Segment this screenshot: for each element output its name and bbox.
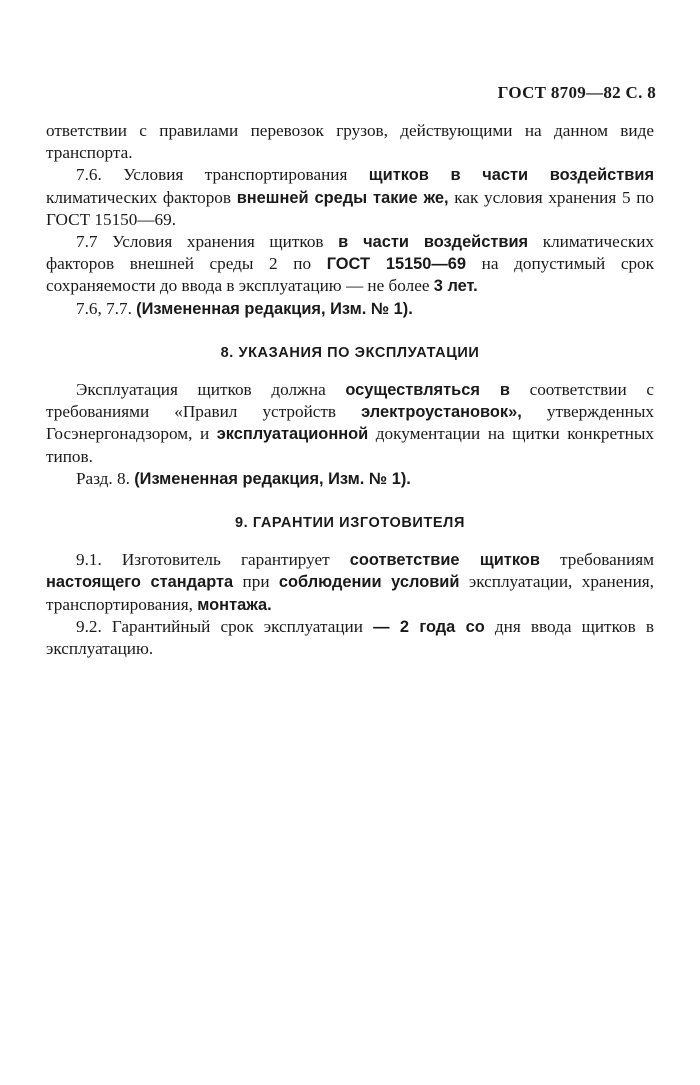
bold-run: осуществляться в [345,381,510,400]
bold-run: (Измененная редакция, Изм. № 1). [134,469,411,488]
text-run: 7.6, 7.7. [76,298,137,318]
bold-run: щитков в части воздействия [368,166,655,185]
text-run: 7.7 Условия хранения щитков [76,232,339,252]
paragraph-7-6-7-7-note [46,298,654,320]
text-run: щитков в эксплуатацию. [46,616,654,659]
text-run: соответствии с требованиями «Правил устройств [46,380,654,422]
bold-run: настоящего стандарта [46,573,234,592]
text-run: 7.6. Условия транспортирования [76,165,369,185]
text-run: 9.1. Изготовитель гарантирует [76,550,350,570]
paragraph-9-1 [46,549,654,616]
section-8-title: 8. УКАЗАНИЯ ПО ЭКСПЛУАТАЦИИ [220,344,480,361]
paragraph-7-5-continued [46,120,654,164]
text-run: утвержденных Госэнергонадзором, и [46,402,654,444]
bold-run: в части воздействия [338,233,529,252]
text-run: требованиям [539,550,654,570]
bold-run: электроустановок», [361,403,522,422]
text-run: документации на щитки конкретных типов. [46,424,654,466]
text-run: эксплуатации, хранения, транспортирования, [46,572,654,614]
bold-run: 3 лет. [433,277,478,296]
text-run: Эксплуатация щитков должна [76,380,346,400]
document-body [46,120,654,660]
paragraph-7-7 [46,231,654,298]
paragraph-9-2 [46,616,654,660]
text-run: ответствии с правилами перевозок грузов, действующими на данном виде транспорта. [46,121,654,163]
text-run: климатических факторов внешней среды 2 по [46,232,654,274]
text-run: Разд. 8. [76,468,135,488]
paragraph-7-6 [46,164,654,231]
paragraph-8-note [46,468,654,490]
text-run: на допустимый срок сохраняемости до ввода в эксплуатацию — не более [46,254,654,296]
bold-run: эксплуатационной [216,425,369,444]
paragraph-8 [46,379,654,468]
bold-run: — 2 года со [373,617,485,636]
bold-run: соблюдении условий [278,573,460,592]
text-run: при [233,572,279,592]
section-9-title: 9. ГАРАНТИИ ИЗГОТОВИТЕЛЯ [235,515,465,532]
bold-run: (Измененная редакция, Изм. № 1). [136,299,413,318]
text-run: как условия хранения 5 по ГОСТ 15150—69. [46,187,655,229]
text-run: дня ввода [484,616,582,636]
bold-run: соответствие щитков [349,551,540,570]
bold-run: монтажа. [197,595,272,614]
page-header: ГОСТ 8709—82 С. 8 [497,83,656,102]
bold-run: внешней среды такие же, [236,188,449,207]
text-run: климатических факторов [46,187,237,207]
bold-run: ГОСТ 15150—69 [326,255,467,274]
text-run: 9.2. Гарантийный срок эксплуатации [76,616,374,636]
